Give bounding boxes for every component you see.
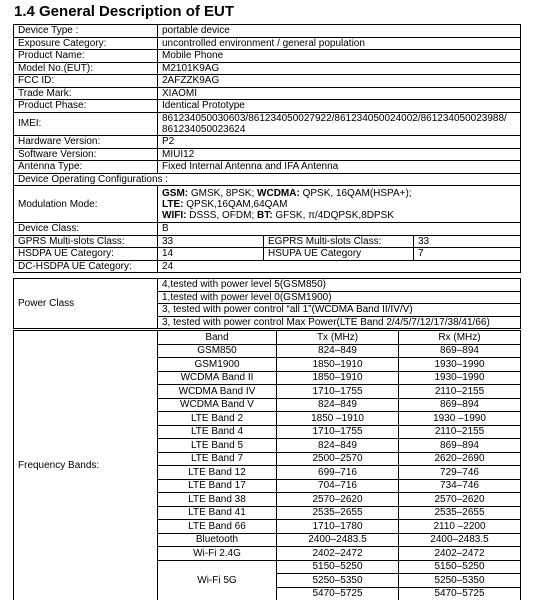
tx-cell: 1850–1910 [277, 358, 399, 372]
rx-cell: 2535–2655 [399, 506, 521, 520]
band-cell: WCDMA Band IV [158, 385, 277, 399]
rx-cell: 5250–5350 [399, 574, 521, 588]
tx-cell: 5150–5250 [277, 560, 399, 574]
tx-cell: 824–849 [277, 398, 399, 412]
exposure-value: uncontrolled environment / general population [158, 37, 521, 50]
lte-value: QPSK,16QAM,64QAM [183, 198, 288, 210]
band-cell: LTE Band 5 [158, 439, 277, 453]
rx-cell: 2110–2155 [399, 425, 521, 439]
model-value: M2101K9AG [158, 62, 521, 75]
table-row [14, 87, 521, 100]
hsdpa-label: HSDPA UE Category: [14, 248, 158, 261]
dc-hsdpa-label: DC-HSDPA UE Category: [14, 260, 158, 273]
band-cell: GSM850 [158, 344, 277, 358]
tx-cell: 824–849 [277, 439, 399, 453]
tx-cell: 2500–2570 [277, 452, 399, 466]
rx-cell: 2402–2472 [399, 547, 521, 561]
power-class-line: 1,tested with power level 0(GSM1900) [158, 291, 521, 304]
table-row [14, 260, 521, 273]
frequency-bands-table [13, 330, 521, 600]
wcdma-key: WCDMA: [257, 187, 300, 199]
wifi-key: WIFI: [162, 209, 187, 221]
egprs-value: 33 [414, 235, 521, 248]
device-class-value: B [158, 223, 521, 236]
modulation-line-wifi-bt [162, 210, 516, 221]
table-row [14, 62, 521, 75]
rx-cell: 2620–2690 [399, 452, 521, 466]
band-cell: WCDMA Band V [158, 398, 277, 412]
rx-cell: 869–894 [399, 398, 521, 412]
product-name-value: Mobile Phone [158, 50, 521, 63]
rx-cell: 729–746 [399, 466, 521, 480]
tx-cell: 2400–2483.5 [277, 533, 399, 547]
gprs-value: 33 [158, 235, 264, 248]
table-row [14, 223, 521, 236]
product-phase-value: Identical Prototype [158, 100, 521, 113]
table-row [14, 136, 521, 149]
exposure-label: Exposure Category: [14, 37, 158, 50]
tx-cell: 2570–2620 [277, 493, 399, 507]
wifi-value: DSSS, OFDM; [186, 209, 257, 221]
modulation-line-gsm-wcdma [162, 188, 516, 199]
hardware-value: P2 [158, 136, 521, 149]
modulation-value [158, 186, 521, 223]
imei-value-line1: 861234050030603/861234050027922/861234050024002/861234050023988/ [162, 112, 507, 124]
rx-cell: 1930–1990 [399, 358, 521, 372]
product-phase-label: Product Phase: [14, 100, 158, 113]
fcc-id-label: FCC ID: [14, 75, 158, 88]
model-label: Model No.(EUT): [14, 62, 158, 75]
column-header-band: Band [158, 331, 277, 345]
table-row [14, 148, 521, 161]
tx-cell: 704–716 [277, 479, 399, 493]
column-header-tx: Tx (MHz) [277, 331, 399, 345]
product-name-label: Product Name: [14, 50, 158, 63]
device-class-label: Device Class: [14, 223, 158, 236]
power-class-line: 3, tested with power control “all 1”(WCDMA Band II/IV/V) [158, 304, 521, 317]
trade-mark-value: XIAOMI [158, 87, 521, 100]
rx-cell: 1930 –1990 [399, 412, 521, 426]
tx-cell: 824–849 [277, 344, 399, 358]
modulation-line-lte [162, 199, 516, 210]
power-class-line: 3, tested with power control Max Power(LTE Band 2/4/5/7/12/17/38/41/66) [158, 316, 521, 329]
power-class-label: Power Class [14, 279, 158, 329]
table-row [14, 235, 521, 248]
table-row [14, 100, 521, 113]
rx-cell: 5150–5250 [399, 560, 521, 574]
tx-cell: 1710–1755 [277, 425, 399, 439]
tx-cell: 1850 –1910 [277, 412, 399, 426]
lte-key: LTE: [162, 198, 184, 210]
tx-cell: 5470–5725 [277, 587, 399, 600]
rx-cell: 1930–1990 [399, 371, 521, 385]
band-cell: LTE Band 2 [158, 412, 277, 426]
bt-key: BT: [257, 209, 273, 221]
device-type-label: Device Type : [14, 25, 158, 38]
hsdpa-value: 14 [158, 248, 264, 261]
tx-cell: 2402–2472 [277, 547, 399, 561]
imei-value-line2: 861234050023624 [162, 123, 246, 135]
software-label: Software Version: [14, 148, 158, 161]
tx-cell: 1710–1755 [277, 385, 399, 399]
eut-description-table [13, 24, 521, 273]
table-row [14, 279, 521, 292]
modulation-label: Modulation Mode: [14, 186, 158, 223]
tx-cell: 1710–1780 [277, 520, 399, 534]
table-row [14, 161, 521, 174]
power-class-line: 4,tested with power level 5(GSM850) [158, 279, 521, 292]
fcc-id-value: 2AFZZK9AG [158, 75, 521, 88]
gsm-key: GSM: [162, 187, 189, 199]
wcdma-value: QPSK, 16QAM(HSPA+); [299, 187, 412, 199]
band-cell: LTE Band 17 [158, 479, 277, 493]
tx-cell: 699–716 [277, 466, 399, 480]
table-row [14, 186, 521, 223]
band-cell: Wi-Fi 2.4G [158, 547, 277, 561]
imei-value [158, 112, 521, 136]
rx-cell: 2570–2620 [399, 493, 521, 507]
table-row [14, 112, 521, 136]
device-type-value: portable device [158, 25, 521, 38]
antenna-label: Antenna Type: [14, 161, 158, 174]
rx-cell: 5470–5725 [399, 587, 521, 600]
hsupa-value: 7 [414, 248, 521, 261]
table-row [14, 50, 521, 63]
column-header-rx: Rx (MHz) [399, 331, 521, 345]
band-cell: WCDMA Band II [158, 371, 277, 385]
band-cell: LTE Band 4 [158, 425, 277, 439]
table-row [14, 25, 521, 38]
table-row [14, 37, 521, 50]
gprs-label: GPRS Multi-slots Class: [14, 235, 158, 248]
hsupa-label: HSUPA UE Category [264, 248, 414, 261]
table-row [14, 331, 521, 345]
antenna-value: Fixed Internal Antenna and IFA Antenna [158, 161, 521, 174]
rx-cell: 2110–2155 [399, 385, 521, 399]
rx-cell: 869–894 [399, 439, 521, 453]
bt-value: GFSK, π/4DQPSK,8DPSK [272, 209, 394, 221]
power-class-table [13, 278, 521, 329]
gsm-value: GMSK, 8PSK; [188, 187, 258, 199]
band-cell: Wi-Fi 5G [158, 560, 277, 600]
frequency-bands-label: Frequency Bands: [14, 331, 158, 600]
table-row [14, 173, 521, 186]
imei-label: IMEI: [14, 112, 158, 136]
tx-cell: 1850–1910 [277, 371, 399, 385]
trade-mark-label: Trade Mark: [14, 87, 158, 100]
band-cell: Bluetooth [158, 533, 277, 547]
table-row [14, 75, 521, 88]
tx-cell: 5250–5350 [277, 574, 399, 588]
section-heading: 1.4 General Description of EUT [14, 3, 235, 20]
hardware-label: Hardware Version: [14, 136, 158, 149]
tx-cell: 2535–2655 [277, 506, 399, 520]
rx-cell: 2400–2483.5 [399, 533, 521, 547]
band-cell: LTE Band 41 [158, 506, 277, 520]
software-value: MIUI12 [158, 148, 521, 161]
config-header: Device Operating Configurations : [14, 173, 521, 186]
egprs-label: EGPRS Multi-slots Class: [264, 235, 414, 248]
rx-cell: 734–746 [399, 479, 521, 493]
band-cell: LTE Band 12 [158, 466, 277, 480]
band-cell: LTE Band 7 [158, 452, 277, 466]
band-cell: LTE Band 38 [158, 493, 277, 507]
rx-cell: 869–894 [399, 344, 521, 358]
rx-cell: 2110 –2200 [399, 520, 521, 534]
band-cell: GSM1900 [158, 358, 277, 372]
band-cell: LTE Band 66 [158, 520, 277, 534]
dc-hsdpa-value: 24 [158, 260, 521, 273]
table-row [14, 248, 521, 261]
